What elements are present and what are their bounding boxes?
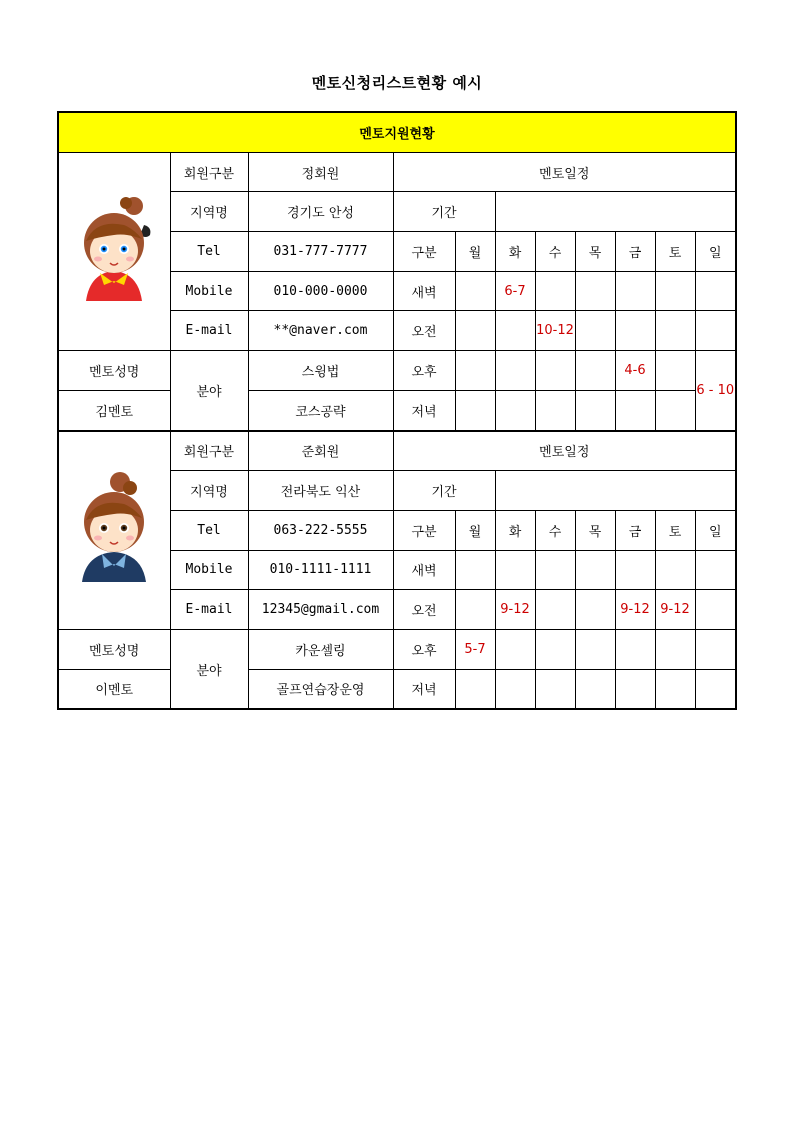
day-thu: 목 bbox=[575, 232, 615, 272]
cell bbox=[535, 669, 575, 709]
cell bbox=[535, 351, 575, 391]
mentor-table bbox=[57, 111, 737, 710]
slot-afternoon: 오후 bbox=[393, 629, 455, 669]
mentor-2-morning-tue: 9-12 bbox=[495, 590, 535, 630]
mentor-2-period-value bbox=[495, 471, 736, 511]
day-mon: 월 bbox=[455, 232, 495, 272]
slot-dawn: 새벽 bbox=[393, 550, 455, 590]
cell bbox=[695, 271, 736, 311]
cell bbox=[535, 390, 575, 430]
cell bbox=[455, 271, 495, 311]
day-sat: 토 bbox=[655, 232, 695, 272]
mentor-2-morning-fri: 9-12 bbox=[615, 590, 655, 630]
cell bbox=[575, 351, 615, 391]
cell bbox=[575, 271, 615, 311]
mentor-1-field-2: 코스공략 bbox=[248, 390, 393, 430]
banner-title: 멘토지원현황 bbox=[58, 112, 736, 152]
label-mentor-name: 멘토성명 bbox=[58, 629, 170, 669]
mentor-2-mobile: 010-1111-1111 bbox=[248, 550, 393, 590]
cell bbox=[615, 311, 655, 351]
label-schedule: 멘토일정 bbox=[393, 152, 736, 192]
mentor-2-region: 전라북도 익산 bbox=[248, 471, 393, 511]
mentor-1-sun-merged: 6 - 10 bbox=[695, 351, 736, 431]
cell bbox=[575, 390, 615, 430]
label-schedule: 멘토일정 bbox=[393, 431, 736, 471]
day-wed: 수 bbox=[535, 232, 575, 272]
cell bbox=[455, 351, 495, 391]
cell bbox=[655, 311, 695, 351]
cell bbox=[495, 311, 535, 351]
cell bbox=[495, 629, 535, 669]
cell bbox=[535, 629, 575, 669]
mentor-1-tel: 031-777-7777 bbox=[248, 232, 393, 272]
mentor-1-member-type: 정회원 bbox=[248, 152, 393, 192]
cell bbox=[615, 390, 655, 430]
mentor-1-field-1: 스윙법 bbox=[248, 351, 393, 391]
label-region: 지역명 bbox=[170, 471, 248, 511]
mentor-2-photo bbox=[58, 431, 170, 630]
day-wed: 수 bbox=[535, 510, 575, 550]
slot-afternoon: 오후 bbox=[393, 351, 455, 391]
mentor-2-morning-sat: 9-12 bbox=[655, 590, 695, 630]
day-tue: 화 bbox=[495, 510, 535, 550]
cell bbox=[575, 550, 615, 590]
cell bbox=[655, 351, 695, 391]
cell bbox=[615, 550, 655, 590]
cell bbox=[575, 311, 615, 351]
day-fri: 금 bbox=[615, 510, 655, 550]
day-mon: 월 bbox=[455, 510, 495, 550]
day-sat: 토 bbox=[655, 510, 695, 550]
mentor-2-name: 이멘토 bbox=[58, 669, 170, 709]
cell bbox=[655, 271, 695, 311]
cell bbox=[575, 590, 615, 630]
mentor-2-field-2: 골프연습장운영 bbox=[248, 669, 393, 709]
cell bbox=[575, 669, 615, 709]
cell bbox=[455, 669, 495, 709]
label-mobile: Mobile bbox=[170, 271, 248, 311]
cell bbox=[695, 550, 736, 590]
cell bbox=[535, 590, 575, 630]
cell bbox=[655, 669, 695, 709]
cell bbox=[495, 550, 535, 590]
day-sun: 일 bbox=[695, 510, 736, 550]
mentor-2-member-type: 준회원 bbox=[248, 431, 393, 471]
page-title: 멘토신청리스트현황 예시 bbox=[311, 74, 483, 92]
cell bbox=[535, 550, 575, 590]
label-mobile: Mobile bbox=[170, 550, 248, 590]
slot-evening: 저녁 bbox=[393, 669, 455, 709]
label-region: 지역명 bbox=[170, 192, 248, 232]
slot-morning: 오전 bbox=[393, 590, 455, 630]
avatar-girl-navy-icon bbox=[64, 460, 164, 600]
cell bbox=[615, 669, 655, 709]
cell bbox=[615, 271, 655, 311]
mentor-1-dawn-tue: 6-7 bbox=[495, 271, 535, 311]
mentor-1-period-value bbox=[495, 192, 736, 232]
cell bbox=[495, 351, 535, 391]
mentor-1-name: 김멘토 bbox=[58, 390, 170, 430]
avatar-girl-red-icon bbox=[64, 181, 164, 321]
label-mentor-name: 멘토성명 bbox=[58, 351, 170, 391]
label-category: 구분 bbox=[393, 232, 455, 272]
cell bbox=[495, 390, 535, 430]
cell bbox=[455, 550, 495, 590]
label-category: 구분 bbox=[393, 510, 455, 550]
cell bbox=[695, 590, 736, 630]
cell bbox=[455, 311, 495, 351]
slot-dawn: 새벽 bbox=[393, 271, 455, 311]
mentor-1-email: **@naver.com bbox=[248, 311, 393, 351]
mentor-1-region: 경기도 안성 bbox=[248, 192, 393, 232]
day-thu: 목 bbox=[575, 510, 615, 550]
label-period: 기간 bbox=[393, 471, 495, 511]
mentor-2-afternoon-mon: 5-7 bbox=[455, 629, 495, 669]
cell bbox=[695, 669, 736, 709]
day-tue: 화 bbox=[495, 232, 535, 272]
cell bbox=[495, 669, 535, 709]
label-tel: Tel bbox=[170, 510, 248, 550]
cell bbox=[655, 390, 695, 430]
label-period: 기간 bbox=[393, 192, 495, 232]
day-fri: 금 bbox=[615, 232, 655, 272]
cell bbox=[655, 629, 695, 669]
label-member-type: 회원구분 bbox=[170, 431, 248, 471]
slot-evening: 저녁 bbox=[393, 390, 455, 430]
label-email: E-mail bbox=[170, 590, 248, 630]
label-email: E-mail bbox=[170, 311, 248, 351]
mentor-1-morning-wed: 10-12 bbox=[535, 311, 575, 351]
label-tel: Tel bbox=[170, 232, 248, 272]
cell bbox=[575, 629, 615, 669]
label-field: 분야 bbox=[170, 629, 248, 709]
cell bbox=[455, 590, 495, 630]
slot-morning: 오전 bbox=[393, 311, 455, 351]
mentor-2-tel: 063-222-5555 bbox=[248, 510, 393, 550]
label-member-type: 회원구분 bbox=[170, 152, 248, 192]
cell bbox=[455, 390, 495, 430]
cell bbox=[695, 311, 736, 351]
cell bbox=[535, 271, 575, 311]
mentor-1-photo bbox=[58, 152, 170, 350]
label-field: 분야 bbox=[170, 351, 248, 431]
mentor-1-afternoon-fri: 4-6 bbox=[615, 351, 655, 391]
mentor-2-email: 12345@gmail.com bbox=[248, 590, 393, 630]
cell bbox=[615, 629, 655, 669]
mentor-1-mobile: 010-000-0000 bbox=[248, 271, 393, 311]
cell bbox=[655, 550, 695, 590]
mentor-2-field-1: 카운셀링 bbox=[248, 629, 393, 669]
cell bbox=[695, 629, 736, 669]
day-sun: 일 bbox=[695, 232, 736, 272]
